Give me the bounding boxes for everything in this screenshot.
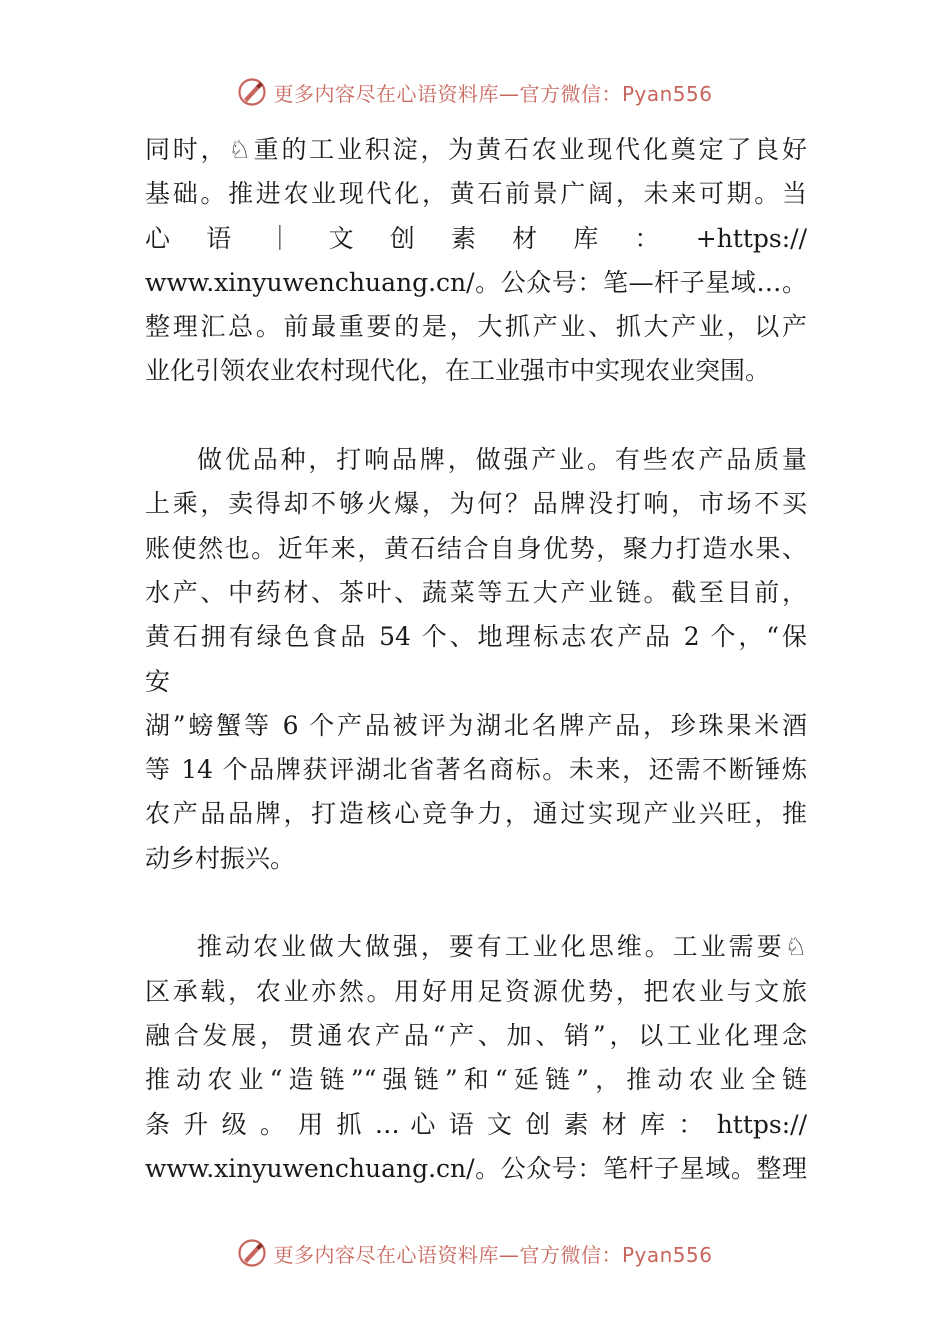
text-line: 区承载，农业亦然。用好用足资源优势，把农业与文旅 [145,976,807,1006]
paragraph [145,925,807,1191]
footer-banner [0,1233,950,1273]
text-line: 安 [145,666,171,696]
text-line: 账使然也。近年来，黄石结合自身优势，聚力打造水果、 [145,533,807,563]
text-line: 上乘，卖得却不够火爆，为何？品牌没打响，市场不买 [145,489,807,519]
text-line: 业化引领农业农村现代化，在工业强市中实现农业突围。 [145,356,771,386]
text-line: www.xinyuwenchuang.cn/。公众号：笔杆子星域。整理 [145,1153,807,1183]
text-line: 基础。推进农业现代化，黄石前景广阔，未来可期。当 [145,179,807,209]
text-line: 水产、中药材、茶叶、蔬菜等五大产业链。截至目前， [145,577,807,607]
paragraph [145,438,807,881]
text-line: 动乡村振兴。 [145,843,296,873]
text-line: 同时，♘重的工业积淀，为黄石农业现代化奠定了良好 [145,135,807,164]
text-line: 湖”螃蟹等 6 个产品被评为湖北名牌产品，珍珠果米酒 [145,710,807,740]
paragraph-gap [145,881,807,925]
text-line: 等 14 个品牌获评湖北省著名商标。未来，还需不断锤炼 [145,755,807,785]
pen-circle-logo-icon [237,1238,267,1268]
paragraph-gap [145,394,807,438]
document-body [145,128,807,1191]
text-line: www.xinyuwenchuang.cn/。公众号：笔—杆子星域…。 [145,267,807,297]
text-line: 农产品品牌，打造核心竞争力，通过实现产业兴旺，推 [145,799,807,829]
text-line: 推动农业做大做强，要有工业化思维。工业需要♘ [197,932,807,962]
banner-text: 更多内容尽在心语资料库—官方微信：Pyan556 [273,81,713,106]
header-banner [0,72,950,112]
text-line: 心 语 ｜ 文 创 素 材 库 ： +https:// [145,223,807,253]
text-line: 推动农业“造链”“强链”和“延链”，推动农业全链 [145,1065,807,1095]
text-line: 整理汇总。前最重要的是，大抓产业、抓大产业，以产 [145,312,807,342]
paragraph [145,128,807,394]
text-line: 黄石拥有绿色食品 54 个、地理标志农产品 2 个，“保 [145,622,807,652]
text-line: 融合发展，贯通农产品“产、加、销”，以工业化理念 [145,1020,807,1050]
pen-circle-logo-icon [237,77,267,107]
text-line: 条 升 级 。 用 抓 … 心 语 文 创 素 材 库 ： https:// [145,1109,807,1139]
text-line: 做优品种，打响品牌，做强产业。有些农产品质量 [197,445,807,475]
banner-text: 更多内容尽在心语资料库—官方微信：Pyan556 [273,1242,713,1267]
